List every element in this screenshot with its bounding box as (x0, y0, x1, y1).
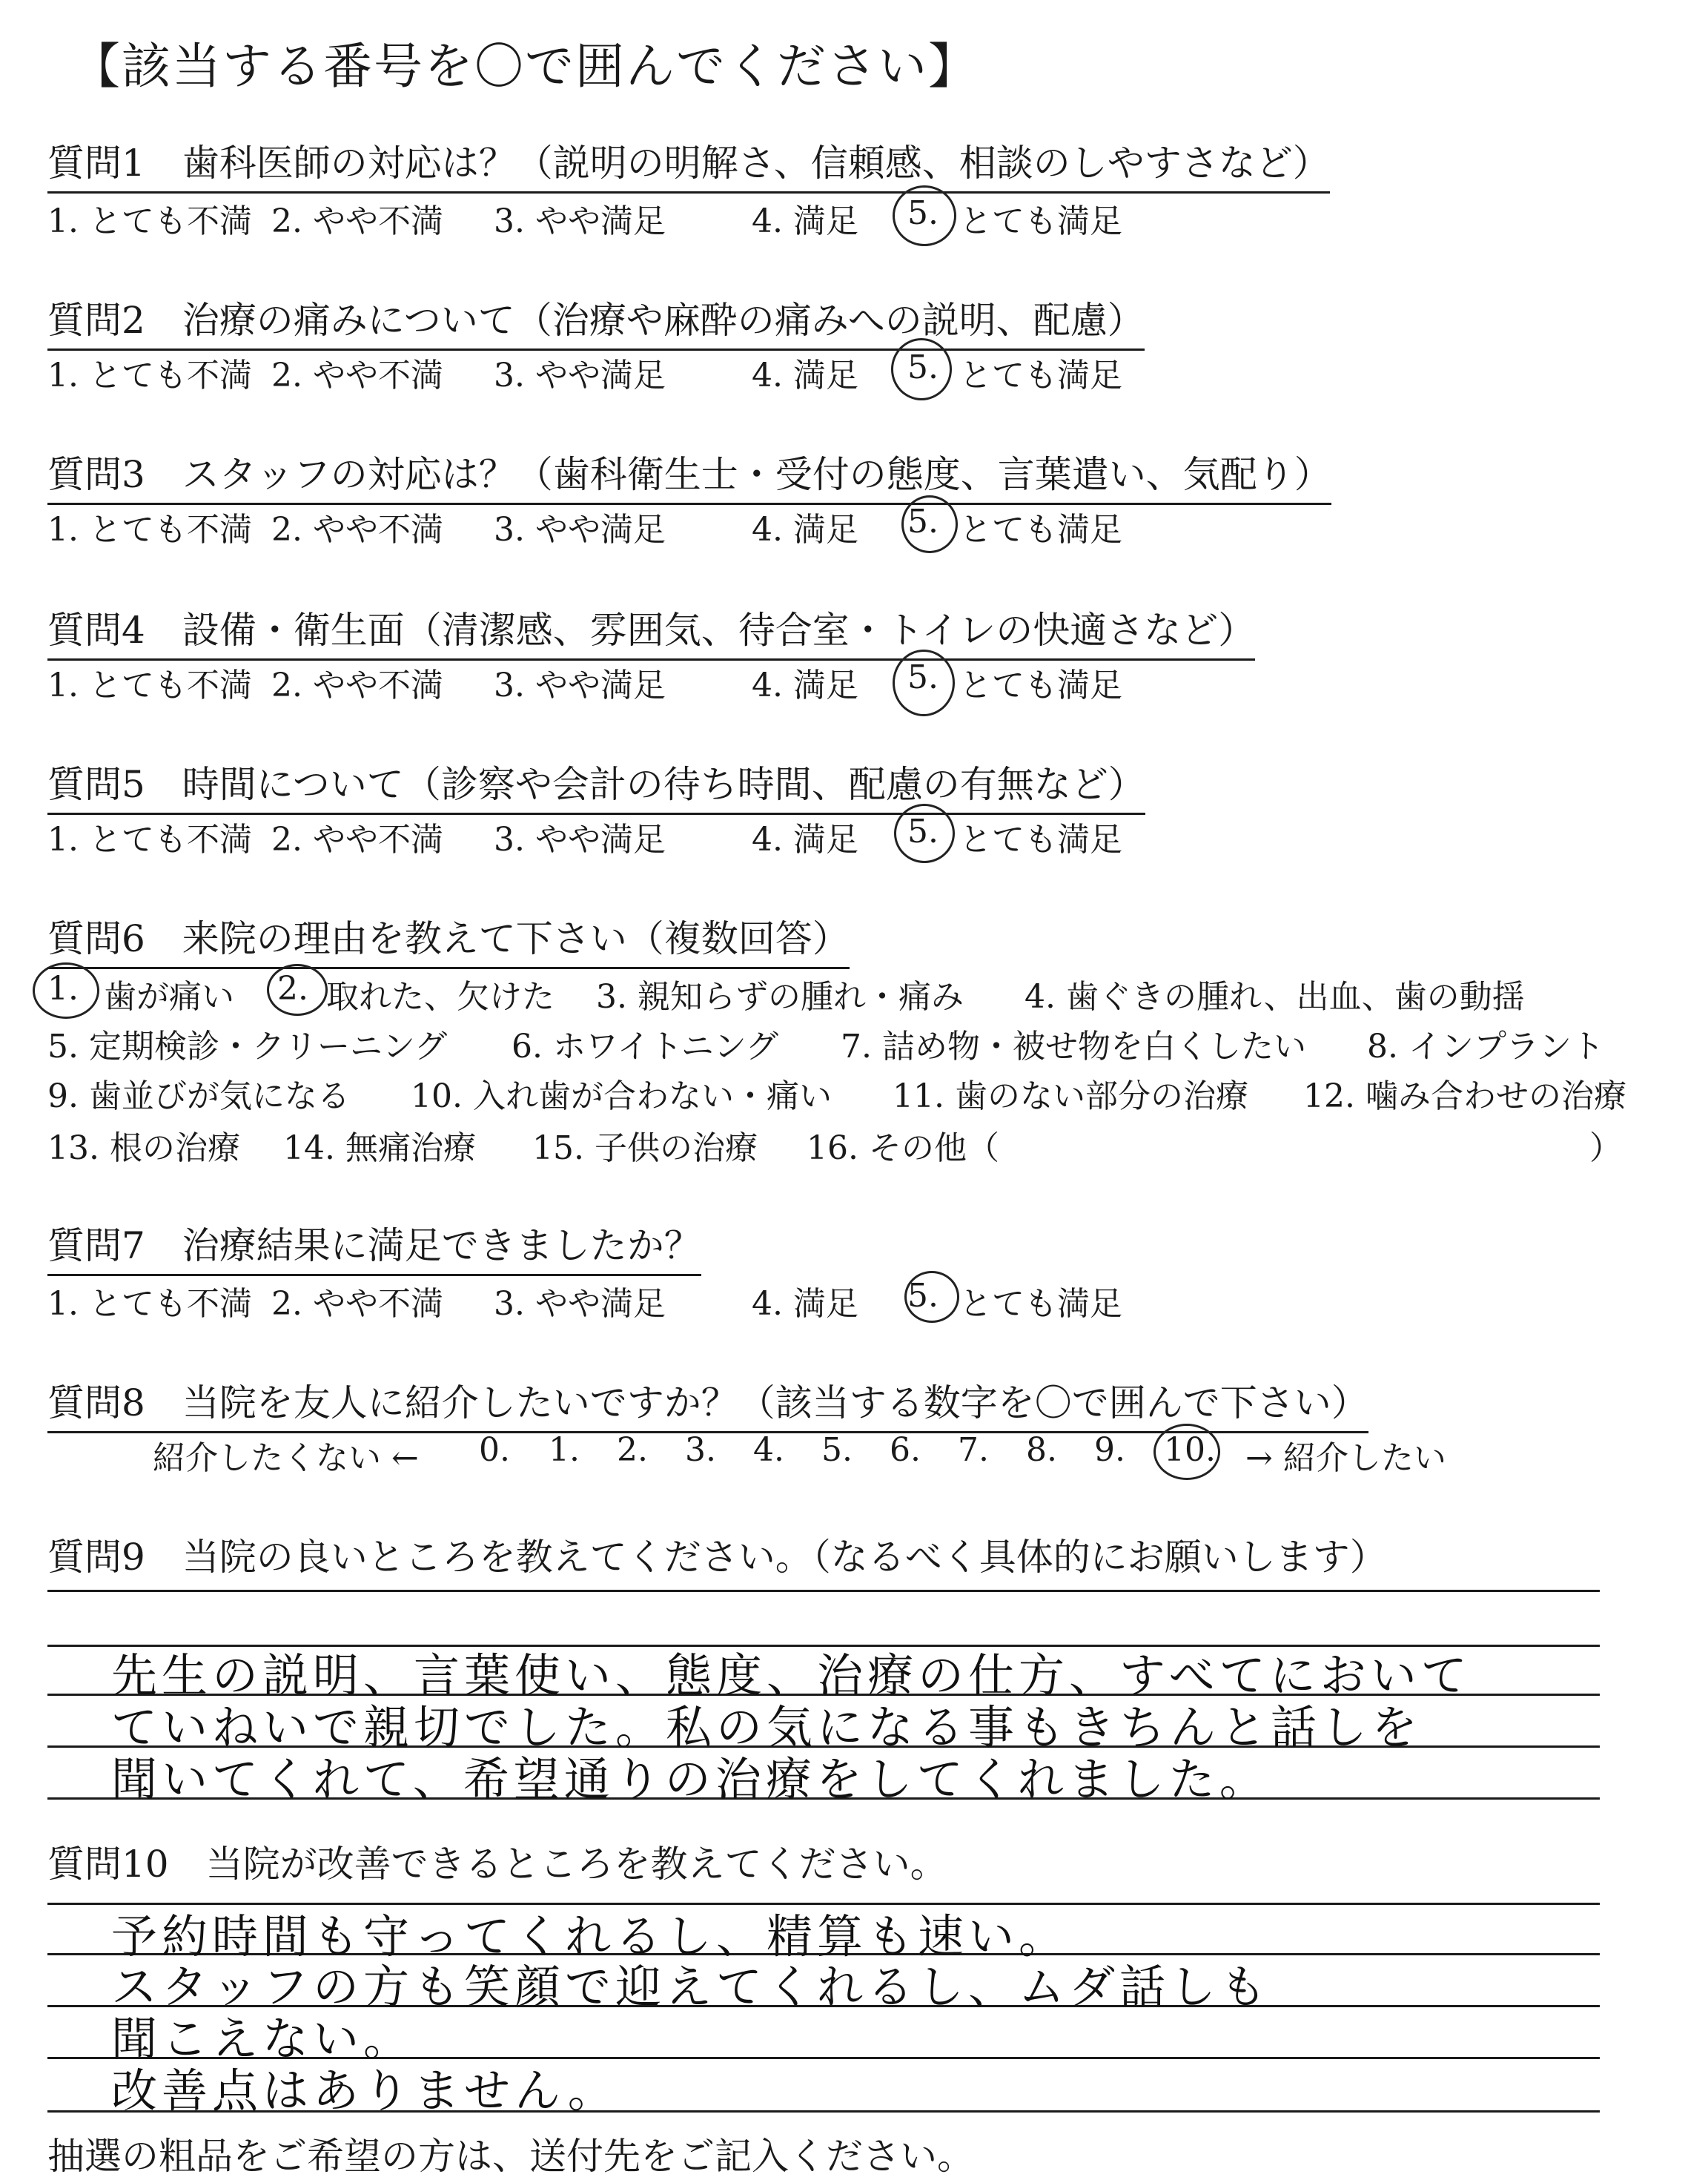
option-3[interactable]: 3. やや満足 (494, 511, 666, 549)
score-5[interactable]: 5. (821, 1431, 853, 1469)
option-1[interactable]: 1. とても不満 (47, 1285, 252, 1323)
score-8[interactable]: 8. (1026, 1431, 1057, 1469)
answer-line (47, 1590, 1600, 1592)
option-2[interactable]: 2. やや不満 (271, 1285, 443, 1323)
option-5-label: とても満足 (959, 511, 1122, 549)
reason-7[interactable]: 7. 詰め物・被せ物を白くしたい (841, 1028, 1306, 1066)
option-4[interactable]: 4. 満足 (752, 667, 858, 704)
reason-14[interactable]: 14. 無痛治療 (283, 1129, 476, 1167)
question-5-title: 質問5 時間について（診察や会計の待ち時間、配慮の有無など） (47, 755, 1145, 815)
option-1[interactable]: 1. とても不満 (47, 667, 252, 704)
q10-answer-line-4[interactable]: 改善点はありません。 (111, 2064, 618, 2118)
option-5-label: とても満足 (959, 821, 1122, 859)
q9-answer-line-3[interactable]: 聞いてくれて、希望通りの治療をしてくれました。 (111, 1752, 1270, 1806)
option-3[interactable]: 3. やや満足 (494, 821, 666, 859)
option-2[interactable]: 2. やや不満 (271, 667, 443, 704)
score-3[interactable]: 3. (685, 1431, 716, 1469)
score-6[interactable]: 6. (890, 1431, 921, 1469)
reason-1-number[interactable]: 1. (47, 970, 79, 1008)
reason-5[interactable]: 5. 定期検診・クリーニング (47, 1028, 448, 1066)
option-4[interactable]: 4. 満足 (752, 357, 858, 394)
footer-note: 抽選の粗品をご希望の方は、送付先をご記入ください。 (47, 2135, 974, 2178)
option-5-label: とても満足 (959, 1285, 1122, 1323)
reason-13[interactable]: 13. 根の治療 (47, 1129, 240, 1167)
option-4[interactable]: 4. 満足 (752, 202, 858, 240)
option-5-label: とても満足 (959, 202, 1122, 240)
option-5[interactable]: 5. (907, 658, 939, 696)
reason-9[interactable]: 9. 歯並びが気になる (47, 1077, 350, 1115)
option-2[interactable]: 2. やや不満 (271, 821, 443, 859)
reason-16[interactable]: 16. その他（ (807, 1129, 999, 1167)
q10-answer-line-2[interactable]: スタッフの方も笑顔で迎えてくれるし、ムダ話しも (111, 1960, 1271, 2014)
q9-answer-line-1[interactable]: 先生の説明、言葉使い、態度、治療の仕方、すべてにおいて (111, 1648, 1472, 1702)
option-1[interactable]: 1. とても不満 (47, 511, 252, 549)
reason-2-number[interactable]: 2. (277, 970, 308, 1008)
reason-10[interactable]: 10. 入れ歯が合わない・痛い (411, 1077, 832, 1115)
reason-15[interactable]: 15. 子供の治療 (532, 1129, 758, 1167)
option-4[interactable]: 4. 満足 (752, 1285, 858, 1323)
score-4[interactable]: 4. (753, 1431, 784, 1469)
selection-circle (891, 338, 952, 400)
q10-answer-line-3[interactable]: 聞こえない。 (111, 2012, 414, 2066)
question-8-title: 質問8 当院を友人に紹介したいですか？（該当する数字を〇で囲んで下さい） (47, 1373, 1368, 1433)
option-5[interactable]: 5. (907, 194, 939, 232)
selection-circle (901, 495, 958, 553)
reason-11[interactable]: 11. 歯のない部分の治療 (893, 1077, 1248, 1115)
selection-circle (893, 650, 955, 716)
score-1[interactable]: 1. (549, 1431, 580, 1469)
option-5[interactable]: 5. (907, 349, 939, 386)
score-2[interactable]: 2. (617, 1431, 648, 1469)
selection-circle (267, 964, 328, 1016)
option-4[interactable]: 4. 満足 (752, 511, 858, 549)
score-9[interactable]: 9. (1094, 1431, 1125, 1469)
option-1[interactable]: 1. とても不満 (47, 821, 252, 859)
selection-circle (33, 962, 99, 1019)
reason-16-close: ） (1589, 1129, 1622, 1167)
reason-4[interactable]: 4. 歯ぐきの腫れ、出血、歯の動揺 (1025, 978, 1525, 1016)
option-1[interactable]: 1. とても不満 (47, 202, 252, 240)
option-1[interactable]: 1. とても不満 (47, 357, 252, 394)
option-4[interactable]: 4. 満足 (752, 821, 858, 859)
selection-circle (893, 185, 956, 246)
question-6-title: 質問6 来院の理由を教えて下さい（複数回答） (47, 909, 850, 969)
reason-6[interactable]: 6. ホワイトニング (512, 1028, 779, 1066)
question-3-title: 質問3 スタッフの対応は？（歯科衛生士・受付の態度、言葉遣い、気配り） (47, 445, 1331, 505)
question-9-title: 質問9 当院の良いところを教えてください。（なるべく具体的にお願いします） (47, 1536, 1387, 1579)
option-3[interactable]: 3. やや満足 (494, 202, 666, 240)
reason-2-label: 取れた、欠けた (326, 978, 555, 1016)
question-1-title: 質問1 歯科医師の対応は？（説明の明解さ、信頼感、相談のしやすさなど） (47, 133, 1330, 194)
scale-right-label: → 紹介したい (1245, 1439, 1446, 1477)
score-7[interactable]: 7. (958, 1431, 989, 1469)
scale-left-label: 紹介したくない ← (153, 1439, 419, 1477)
question-4-title: 質問4 設備・衛生面（清潔感、雰囲気、待合室・トイレの快適さなど） (47, 601, 1255, 661)
selection-circle (1153, 1424, 1220, 1480)
option-5-label: とても満足 (959, 667, 1122, 704)
option-5[interactable]: 5. (907, 503, 939, 541)
option-5[interactable]: 5. (907, 813, 939, 850)
option-3[interactable]: 3. やや満足 (494, 357, 666, 394)
question-10-title: 質問10 当院が改善できるところを教えてください。 (47, 1843, 947, 1886)
option-3[interactable]: 3. やや満足 (494, 667, 666, 704)
reason-1-label: 歯が痛い (104, 978, 234, 1016)
question-2-title: 質問2 治療の痛みについて（治療や麻酔の痛みへの説明、配慮） (47, 291, 1145, 351)
reason-3[interactable]: 3. 親知らずの腫れ・痛み (596, 978, 964, 1016)
selection-circle (904, 1271, 959, 1323)
selection-circle (894, 804, 955, 863)
option-5[interactable]: 5. (907, 1277, 939, 1315)
option-2[interactable]: 2. やや不満 (271, 511, 443, 549)
option-2[interactable]: 2. やや不満 (271, 202, 443, 240)
q10-answer-line-1[interactable]: 予約時間も守ってくれるし、精算も速い。 (111, 1909, 1070, 1963)
q9-answer-line-2[interactable]: ていねいで親切でした。私の気になる事もきちんと話しを (111, 1700, 1423, 1754)
score-0[interactable]: 0. (479, 1431, 510, 1469)
option-3[interactable]: 3. やや満足 (494, 1285, 666, 1323)
reason-8[interactable]: 8. インプラント (1367, 1028, 1604, 1066)
option-2[interactable]: 2. やや不満 (271, 357, 443, 394)
option-5-label: とても満足 (959, 357, 1122, 394)
page-title: 【該当する番号を〇で囲んでください】 (71, 38, 979, 95)
reason-12[interactable]: 12. 噛み合わせの治療 (1303, 1077, 1626, 1115)
question-7-title: 質問7 治療結果に満足できましたか？ (47, 1216, 701, 1276)
score-10[interactable]: 10. (1164, 1431, 1216, 1469)
